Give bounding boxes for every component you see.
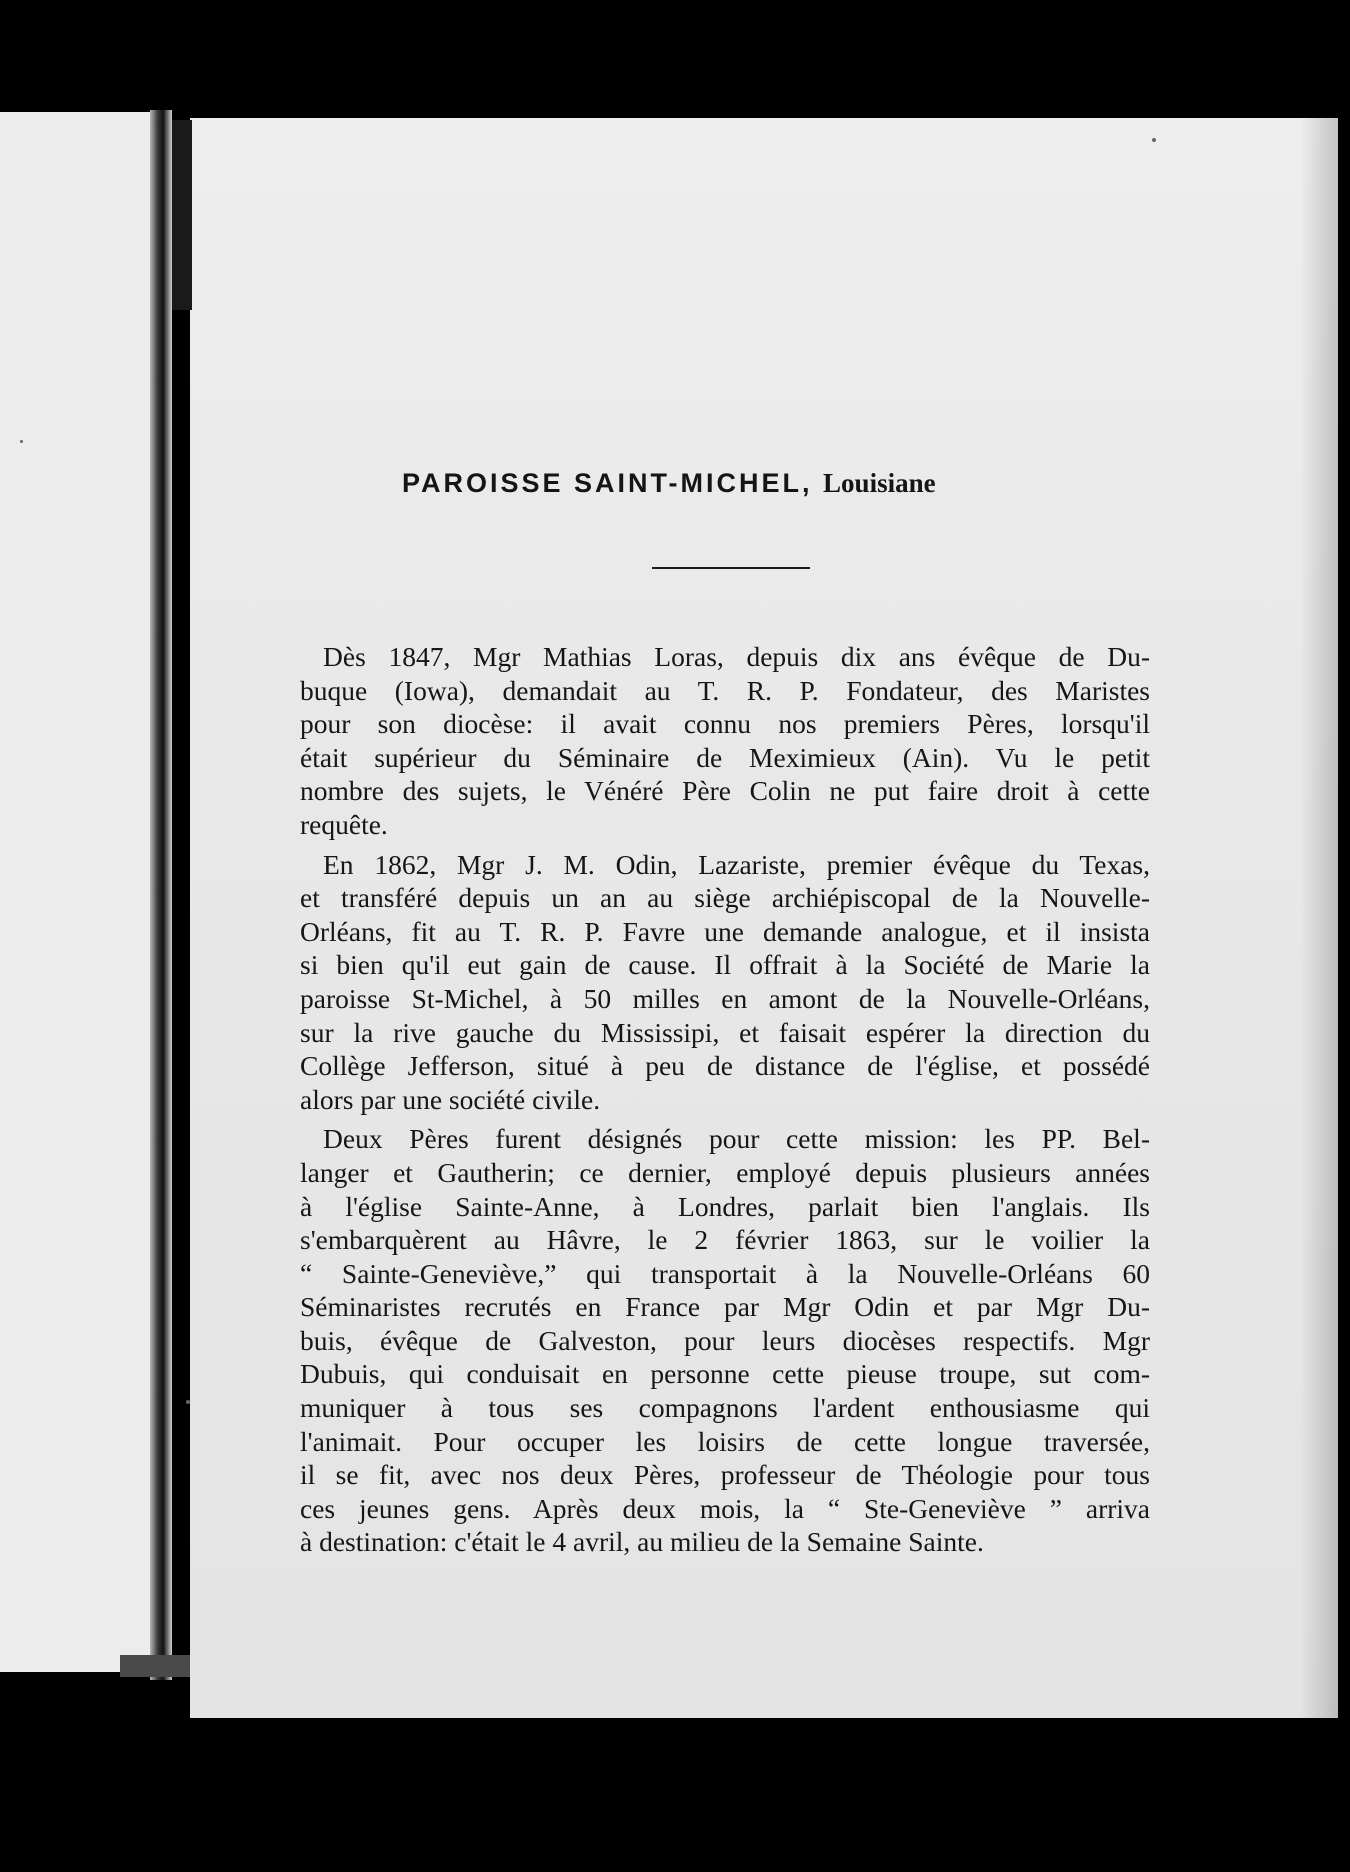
text-line: “ Sainte-Geneviève,” qui transportait à la Nouvelle-Orléans 60 xyxy=(300,1257,1150,1289)
text-line: était supérieur du Séminaire de Meximieux (Ain). Vu le petit xyxy=(300,741,1150,773)
paragraph xyxy=(300,848,1150,1117)
scan-speck xyxy=(1152,138,1156,142)
body-text xyxy=(300,640,1150,1559)
text-line: Dubuis, qui conduisait en personne cette pieuse troupe, sut com- xyxy=(300,1358,1150,1390)
text-line: Orléans, fit au T. R. P. Favre une demande analogue, et il insista xyxy=(300,915,1150,947)
text-line: si bien qu'il eut gain de cause. Il offrait à la Société de Marie la xyxy=(300,949,1150,981)
scan-speck xyxy=(20,440,23,443)
page-heading xyxy=(402,468,1122,499)
text-line: il se fit, avec nos deux Pères, professeur de Théologie pour tous xyxy=(300,1459,1150,1491)
binding-notch xyxy=(120,1655,190,1677)
text-line: à destination: c'était le 4 avril, au milieu de la Semaine Sainte. xyxy=(300,1526,984,1558)
text-line: nombre des sujets, le Vénéré Père Colin ne put faire droit à cette xyxy=(300,775,1150,807)
text-line: muniquer à tous ses compagnons l'ardent enthousiasme qui xyxy=(300,1392,1150,1424)
text-line: En 1862, Mgr J. M. Odin, Lazariste, premier évêque du Texas, xyxy=(323,848,1150,880)
text-line: à l'église Sainte-Anne, à Londres, parlait bien l'anglais. Ils xyxy=(300,1190,1150,1222)
spine-shadow xyxy=(172,120,192,310)
text-line: requête. xyxy=(300,808,388,840)
text-line: s'embarquèrent au Hâvre, le 2 février 1863, sur le voilier la xyxy=(300,1224,1150,1256)
heading-place: Louisiane xyxy=(823,468,936,498)
text-line: alors par une société civile. xyxy=(300,1083,601,1115)
text-line: buque (Iowa), demandait au T. R. P. Fondateur, des Maristes xyxy=(300,674,1150,706)
text-line: sur la rive gauche du Mississipi, et faisait espérer la direction du xyxy=(300,1016,1150,1048)
heading-rule xyxy=(652,567,810,569)
text-line: Séminaristes recrutés en France par Mgr Odin et par Mgr Du- xyxy=(300,1291,1150,1323)
facing-page-edge xyxy=(0,112,160,1672)
page-edge-shadow xyxy=(1300,118,1338,1718)
heading-title: PAROISSE SAINT-MICHEL, xyxy=(402,468,813,498)
text-line: paroisse St-Michel, à 50 milles en amont de la Nouvelle-Orléans, xyxy=(300,982,1150,1014)
text-line: ces jeunes gens. Après deux mois, la “ Ste-Geneviève ” arriva xyxy=(300,1492,1150,1524)
text-line: l'animait. Pour occuper les loisirs de cette longue traversée, xyxy=(300,1425,1150,1457)
book-gutter xyxy=(150,110,172,1680)
paragraph xyxy=(300,640,1150,842)
paragraph xyxy=(300,1122,1150,1559)
text-line: Dès 1847, Mgr Mathias Loras, depuis dix ans évêque de Du- xyxy=(323,641,1150,672)
text-line: langer et Gautherin; ce dernier, employé depuis plusieurs années xyxy=(300,1156,1150,1188)
text-line: buis, évêque de Galveston, pour leurs diocèses respectifs. Mgr xyxy=(300,1324,1150,1356)
text-line: et transféré depuis un an au siège archiépiscopal de la Nouvelle- xyxy=(300,882,1150,914)
text-line: Deux Pères furent désignés pour cette mission: les PP. Bel- xyxy=(323,1123,1150,1155)
text-line: pour son diocèse: il avait connu nos premiers Pères, lorsqu'il xyxy=(300,708,1150,740)
text-line: Collège Jefferson, situé à peu de distance de l'église, et possédé xyxy=(300,1050,1150,1082)
scan-speck xyxy=(186,1400,190,1404)
